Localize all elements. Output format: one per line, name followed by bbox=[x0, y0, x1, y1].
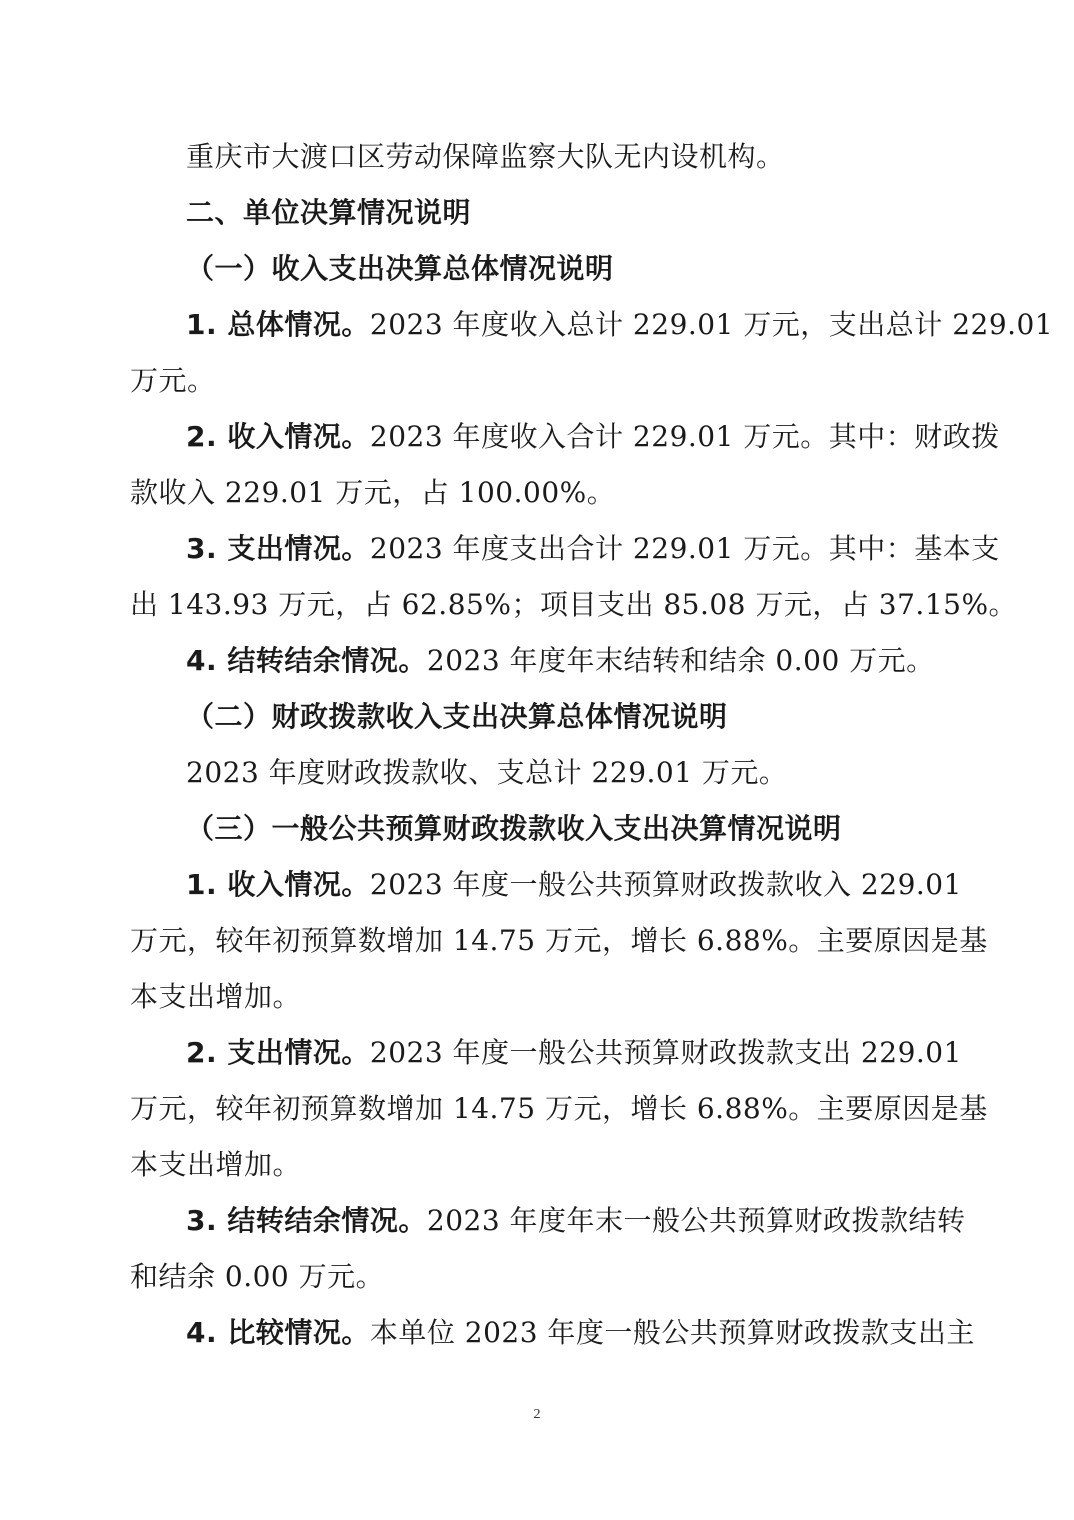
paragraph-line bbox=[186, 1036, 962, 1070]
body-text: 2023 年度收入总计 229.01 万元，支出总计 229.01 bbox=[369, 308, 1054, 341]
paragraph-line bbox=[130, 1092, 988, 1126]
paragraph-line bbox=[186, 308, 1053, 342]
body-text: 2023 年度年末一般公共预算财政拨款结转 bbox=[426, 1204, 966, 1237]
body-text: 2023 年度财政拨款收、支总计 229.01 万元。 bbox=[186, 756, 788, 789]
body-text: 和结余 0.00 万元。 bbox=[130, 1260, 385, 1293]
body-text: 万元。 bbox=[130, 364, 216, 397]
paragraph-line bbox=[130, 1260, 384, 1294]
body-text: 2023 年度收入合计 229.01 万元。其中：财政拨 bbox=[369, 420, 1000, 453]
body-text: 万元，较年初预算数增加 14.75 万元，增长 6.88%。主要原因是基 bbox=[130, 1092, 988, 1125]
paragraph-line bbox=[186, 756, 787, 790]
paragraph-line bbox=[186, 140, 785, 174]
item-lead: 4. 比较情况。 bbox=[186, 1316, 370, 1349]
paragraph-line bbox=[130, 588, 1017, 622]
item-lead: 4. 结转结余情况。 bbox=[186, 644, 427, 677]
paragraph-line bbox=[186, 1316, 975, 1350]
body-text: 2023 年度年末结转和结余 0.00 万元。 bbox=[426, 644, 935, 677]
paragraph-line bbox=[130, 980, 301, 1014]
body-text: 款收入 229.01 万元，占 100.00%。 bbox=[130, 476, 616, 509]
item-lead: 2. 收入情况。 bbox=[186, 420, 370, 453]
item-lead: 2. 支出情况。 bbox=[186, 1036, 370, 1069]
body-text: 出 143.93 万元，占 62.85%；项目支出 85.08 万元，占 37.15%。 bbox=[130, 588, 1018, 621]
paragraph-line bbox=[186, 420, 1000, 454]
paragraph-line bbox=[130, 924, 988, 958]
subsection-heading bbox=[186, 812, 842, 846]
heading-text: 二、单位决算情况说明 bbox=[186, 196, 472, 229]
page-number: 2 bbox=[533, 1407, 541, 1422]
heading-text: （一）收入支出决算总体情况说明 bbox=[186, 252, 614, 285]
body-text: 2023 年度支出合计 229.01 万元。其中：基本支 bbox=[369, 532, 1000, 565]
subsection-heading bbox=[186, 252, 614, 286]
item-lead: 3. 结转结余情况。 bbox=[186, 1204, 427, 1237]
section-heading bbox=[186, 196, 471, 230]
paragraph-line bbox=[130, 476, 615, 510]
subsection-heading bbox=[186, 700, 728, 734]
item-lead: 3. 支出情况。 bbox=[186, 532, 370, 565]
body-text: 本支出增加。 bbox=[130, 1148, 302, 1181]
body-text: 重庆市大渡口区劳动保障监察大队无内设机构。 bbox=[186, 140, 785, 173]
paragraph-line bbox=[186, 1204, 966, 1238]
paragraph-line bbox=[186, 532, 1000, 566]
body-text: 2023 年度一般公共预算财政拨款支出 229.01 bbox=[369, 1036, 962, 1069]
body-text: 本支出增加。 bbox=[130, 980, 302, 1013]
body-text: 本单位 2023 年度一般公共预算财政拨款支出主 bbox=[369, 1316, 975, 1349]
heading-text: （三）一般公共预算财政拨款收入支出决算情况说明 bbox=[186, 812, 842, 845]
body-text: 万元，较年初预算数增加 14.75 万元，增长 6.88%。主要原因是基 bbox=[130, 924, 988, 957]
heading-text: （二）财政拨款收入支出决算总体情况说明 bbox=[186, 700, 728, 733]
paragraph-line bbox=[186, 644, 935, 678]
paragraph-line bbox=[130, 364, 216, 398]
item-lead: 1. 收入情况。 bbox=[186, 868, 370, 901]
body-text: 2023 年度一般公共预算财政拨款收入 229.01 bbox=[369, 868, 962, 901]
item-lead: 1. 总体情况。 bbox=[186, 308, 370, 341]
paragraph-line bbox=[186, 868, 962, 902]
paragraph-line bbox=[130, 1148, 301, 1182]
